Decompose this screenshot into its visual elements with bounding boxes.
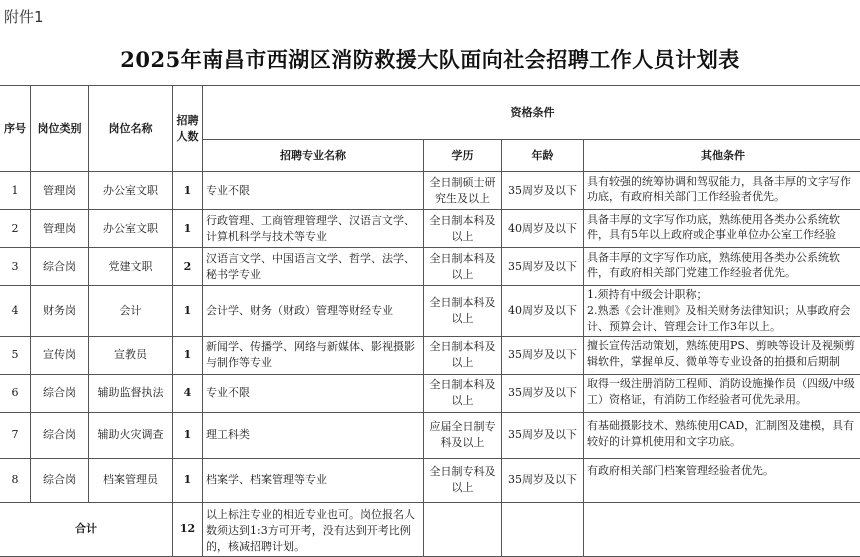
cell-category: 综合岗 <box>31 412 89 458</box>
cell-age: 40周岁及以下 <box>502 210 584 248</box>
cell-other <box>584 374 860 412</box>
cell-seq: 4 <box>0 286 31 337</box>
cell-other-text: 有政府相关部门档案管理经验者优先。 <box>587 463 859 497</box>
cell-seq: 1 <box>0 172 31 210</box>
cell-education: 全日制硕士研究生及以上 <box>424 172 502 210</box>
attachment-label: 附件1 <box>4 6 44 27</box>
cell-count: 4 <box>173 374 203 412</box>
cell-position: 党建文职 <box>89 248 173 286</box>
cell-age: 35周岁及以下 <box>502 248 584 286</box>
header-age: 年龄 <box>502 140 584 172</box>
cell-position: 档案管理员 <box>89 458 173 502</box>
cell-major: 专业不限 <box>203 172 424 210</box>
cell-position: 辅助火灾调查 <box>89 412 173 458</box>
cell-category: 综合岗 <box>31 374 89 412</box>
cell-category: 宣传岗 <box>31 336 89 374</box>
cell-education: 应届全日制专科及以上 <box>424 412 502 458</box>
cell-other <box>584 458 860 502</box>
cell-major: 专业不限 <box>203 374 424 412</box>
table-row <box>0 210 860 248</box>
cell-other <box>584 286 860 337</box>
cell-education: 全日制本科及以上 <box>424 336 502 374</box>
cell-category: 综合岗 <box>31 458 89 502</box>
cell-seq: 3 <box>0 248 31 286</box>
table-row <box>0 458 860 502</box>
cell-education: 全日制本科及以上 <box>424 248 502 286</box>
header-category: 岗位类别 <box>31 86 89 172</box>
cell-major: 理工科类 <box>203 412 424 458</box>
cell-other-text: 具备丰厚的文字写作功底，熟练使用各类办公系统软件，具有5年以上政府或企事业单位办公室工作经验 <box>587 212 859 246</box>
cell-other <box>584 248 860 286</box>
table-row <box>0 336 860 374</box>
cell-other <box>584 172 860 210</box>
cell-other-line: 2.熟悉《会计准则》及相关财务法律知识；从事政府会计、预算会计、管理会计工作3年以上。 <box>587 303 859 335</box>
cell-other-text: 具备丰厚的文字写作功底，熟练使用各类办公系统软件，有政府相关部门党建工作经验者优先。 <box>587 250 859 284</box>
cell-seq: 5 <box>0 336 31 374</box>
cell-education: 全日制本科及以上 <box>424 374 502 412</box>
cell-major: 行政管理、工商管理管理学、汉语言文学、计算机科学与技术等专业 <box>203 210 424 248</box>
cell-seq: 7 <box>0 412 31 458</box>
cell-other <box>584 210 860 248</box>
header-position: 岗位名称 <box>89 86 173 172</box>
cell-major: 新闻学、传播学、网络与新媒体、影视摄影与制作等专业 <box>203 336 424 374</box>
cell-age: 35周岁及以下 <box>502 172 584 210</box>
cell-seq: 2 <box>0 210 31 248</box>
header-qualifications: 资格条件 <box>203 86 860 140</box>
total-row <box>0 502 860 556</box>
total-empty-education <box>424 502 502 556</box>
page-title: 2025年南昌市西湖区消防救援大队面向社会招聘工作人员计划表 <box>0 44 860 74</box>
cell-count: 2 <box>173 248 203 286</box>
cell-other-text: 擅长宣传活动策划，熟练使用PS、剪映等设计及视频剪辑软件，掌握单反、微单等专业设备的拍摄和后期制 <box>587 338 859 372</box>
total-empty-other <box>584 502 860 556</box>
total-note: 以上标注专业的相近专业也可。岗位报名人数须达到1:3方可开考，没有达到开考比例的，核减招聘计划。 <box>203 502 424 556</box>
cell-category: 综合岗 <box>31 248 89 286</box>
cell-position: 宣教员 <box>89 336 173 374</box>
recruitment-plan-table <box>0 85 860 557</box>
cell-count: 1 <box>173 172 203 210</box>
header-row-1 <box>0 86 860 140</box>
header-major: 招聘专业名称 <box>203 140 424 172</box>
table-row <box>0 248 860 286</box>
cell-category: 管理岗 <box>31 210 89 248</box>
cell-other-text: 取得一级注册消防工程师、消防设施操作员（四级/中级工）资格证，有消防工作经验者可优先录用。 <box>587 376 859 410</box>
cell-category: 财务岗 <box>31 286 89 337</box>
total-empty-age <box>502 502 584 556</box>
cell-seq: 8 <box>0 458 31 502</box>
cell-count: 1 <box>173 336 203 374</box>
cell-age: 40周岁及以下 <box>502 286 584 337</box>
cell-position: 辅助监督执法 <box>89 374 173 412</box>
total-label: 合计 <box>0 502 173 556</box>
cell-count: 1 <box>173 210 203 248</box>
cell-major: 档案学、档案管理等专业 <box>203 458 424 502</box>
cell-category: 管理岗 <box>31 172 89 210</box>
cell-position: 会计 <box>89 286 173 337</box>
cell-age: 35周岁及以下 <box>502 412 584 458</box>
cell-age: 35周岁及以下 <box>502 458 584 502</box>
cell-age: 35周岁及以下 <box>502 374 584 412</box>
header-other: 其他条件 <box>584 140 860 172</box>
cell-position: 办公室文职 <box>89 172 173 210</box>
header-seq: 序号 <box>0 86 31 172</box>
table-row <box>0 286 860 337</box>
cell-age: 35周岁及以下 <box>502 336 584 374</box>
cell-other-text: 有基础摄影技术、熟练使用CAD，汇制图及建模，具有较好的计算机使用和文字功底。 <box>587 418 859 452</box>
table-row <box>0 374 860 412</box>
cell-other <box>584 336 860 374</box>
cell-major: 会计学、财务（财政）管理等财经专业 <box>203 286 424 337</box>
cell-major: 汉语言文学、中国语言文学、哲学、法学、秘书学专业 <box>203 248 424 286</box>
cell-other-text: 具有较强的统筹协调和驾驭能力，具备丰厚的文字写作功底，有政府相关部门工作经验者优先。 <box>587 174 859 208</box>
cell-other <box>584 412 860 458</box>
cell-count: 1 <box>173 458 203 502</box>
header-count: 招聘人数 <box>173 86 203 172</box>
cell-seq: 6 <box>0 374 31 412</box>
cell-other-line: 1.须持有中级会计职称； <box>587 287 859 303</box>
table-row <box>0 412 860 458</box>
cell-education: 全日制本科及以上 <box>424 210 502 248</box>
cell-count: 1 <box>173 286 203 337</box>
cell-education: 全日制专科及以上 <box>424 458 502 502</box>
total-count: 12 <box>173 502 203 556</box>
header-education: 学历 <box>424 140 502 172</box>
table-row <box>0 172 860 210</box>
cell-position: 办公室文职 <box>89 210 173 248</box>
cell-education: 全日制本科及以上 <box>424 286 502 337</box>
cell-count: 1 <box>173 412 203 458</box>
